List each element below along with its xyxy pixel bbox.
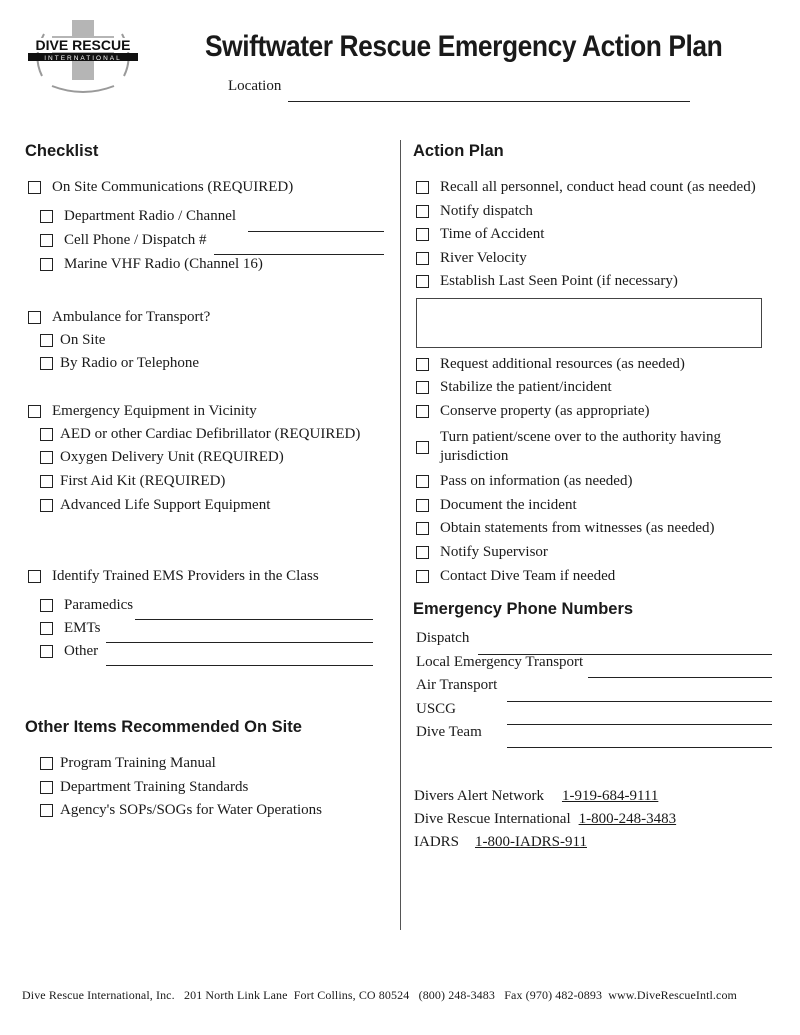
checklist-item[interactable]: Department Radio / Channel bbox=[40, 207, 236, 225]
checkbox[interactable] bbox=[28, 181, 41, 194]
checklist-heading: Checklist bbox=[25, 142, 99, 160]
action-item[interactable]: Turn patient/scene over to the authority having jurisdiction bbox=[416, 428, 721, 466]
checkbox[interactable] bbox=[40, 475, 53, 488]
checkbox[interactable] bbox=[28, 405, 41, 418]
checkbox[interactable] bbox=[40, 428, 53, 441]
checkbox[interactable] bbox=[40, 804, 53, 817]
action-item[interactable]: Notify dispatch bbox=[416, 202, 533, 220]
checkbox[interactable] bbox=[416, 475, 429, 488]
action-item[interactable]: Document the incident bbox=[416, 496, 577, 514]
action-item[interactable]: Contact Dive Team if needed bbox=[416, 567, 615, 585]
checklist-item[interactable]: By Radio or Telephone bbox=[40, 354, 199, 372]
local-transport-field[interactable] bbox=[588, 677, 772, 678]
checkbox[interactable] bbox=[40, 599, 53, 612]
checklist-item[interactable]: Emergency Equipment in Vicinity bbox=[28, 402, 257, 420]
checkbox[interactable] bbox=[416, 522, 429, 535]
emts-field[interactable] bbox=[106, 642, 373, 643]
checkbox[interactable] bbox=[416, 275, 429, 288]
action-item[interactable]: Recall all personnel, conduct head count (as needed) bbox=[416, 178, 756, 196]
checkbox[interactable] bbox=[40, 451, 53, 464]
iadrs-contact: IADRS 1-800-IADRS-911 bbox=[414, 834, 587, 850]
checklist-item[interactable]: Other bbox=[40, 642, 98, 660]
dan-phone-link[interactable]: 1-919-684-9111 bbox=[561, 788, 659, 804]
footer-contact-info: Dive Rescue International, Inc. 201 North Link Lane Fort Collins, CO 80524 (800) 248-3483 Fax (970) 482-0893 www.DiveRescueIntl.com bbox=[22, 988, 737, 1002]
checklist-item[interactable]: Identify Trained EMS Providers in the Class bbox=[28, 567, 319, 585]
logo-sub-text: INTERNATIONAL bbox=[44, 55, 122, 62]
checkbox[interactable] bbox=[40, 234, 53, 247]
air-transport-label: Air Transport bbox=[416, 677, 498, 693]
dept-radio-field[interactable] bbox=[248, 231, 384, 232]
checkbox[interactable] bbox=[416, 228, 429, 241]
location-label: Location bbox=[228, 78, 282, 94]
phone-numbers-heading: Emergency Phone Numbers bbox=[413, 600, 634, 618]
checklist-item[interactable]: On Site bbox=[40, 331, 105, 349]
action-item[interactable]: Notify Supervisor bbox=[416, 543, 548, 561]
checkbox[interactable] bbox=[40, 258, 53, 271]
column-divider bbox=[400, 140, 401, 930]
other-items-heading: Other Items Recommended On Site bbox=[25, 718, 302, 736]
checklist-item[interactable]: AED or other Cardiac Defibrillator (REQUIRED) bbox=[40, 425, 360, 443]
checklist-item[interactable]: EMTs bbox=[40, 619, 100, 637]
checkbox[interactable] bbox=[416, 499, 429, 512]
last-seen-point-box[interactable] bbox=[416, 298, 762, 348]
checklist-item[interactable]: Paramedics bbox=[40, 596, 133, 614]
checkbox[interactable] bbox=[40, 781, 53, 794]
dispatch-label: Dispatch bbox=[416, 630, 470, 646]
dive-team-label: Dive Team bbox=[416, 724, 482, 740]
checkbox[interactable] bbox=[416, 381, 429, 394]
checkbox[interactable] bbox=[416, 405, 429, 418]
action-item[interactable]: Pass on information (as needed) bbox=[416, 472, 632, 490]
dive-team-field[interactable] bbox=[507, 747, 772, 748]
checklist-item[interactable]: On Site Communications (REQUIRED) bbox=[28, 178, 293, 196]
action-item[interactable]: Establish Last Seen Point (if necessary) bbox=[416, 272, 678, 290]
checklist-item[interactable]: Advanced Life Support Equipment bbox=[40, 496, 270, 514]
paramedics-field[interactable] bbox=[135, 619, 373, 620]
checklist-item[interactable]: First Aid Kit (REQUIRED) bbox=[40, 472, 225, 490]
other-item[interactable]: Department Training Standards bbox=[40, 778, 248, 796]
dan-contact: Divers Alert Network 1-919-684-9111 bbox=[414, 788, 659, 804]
action-plan-heading: Action Plan bbox=[413, 142, 504, 160]
checkbox[interactable] bbox=[40, 357, 53, 370]
action-item[interactable]: Obtain statements from witnesses (as needed) bbox=[416, 519, 715, 537]
uscg-field[interactable] bbox=[507, 724, 772, 725]
checkbox[interactable] bbox=[28, 311, 41, 324]
company-logo bbox=[22, 16, 144, 96]
iadrs-phone-link[interactable]: 1-800-IADRS-911 bbox=[475, 834, 587, 850]
dri-contact: Dive Rescue International 1-800-248-3483 bbox=[414, 811, 677, 827]
location-field[interactable] bbox=[288, 101, 690, 102]
uscg-label: USCG bbox=[416, 701, 457, 717]
action-item[interactable]: Stabilize the patient/incident bbox=[416, 378, 612, 396]
checkbox[interactable] bbox=[40, 645, 53, 658]
checkbox[interactable] bbox=[416, 441, 429, 454]
checklist-item[interactable]: Oxygen Delivery Unit (REQUIRED) bbox=[40, 448, 284, 466]
checkbox[interactable] bbox=[40, 622, 53, 635]
action-item[interactable]: Conserve property (as appropriate) bbox=[416, 402, 650, 420]
checkbox[interactable] bbox=[40, 499, 53, 512]
other-item[interactable]: Program Training Manual bbox=[40, 754, 216, 772]
other-item[interactable]: Agency's SOPs/SOGs for Water Operations bbox=[40, 801, 322, 819]
local-transport-label: Local Emergency Transport bbox=[416, 654, 584, 670]
air-transport-field[interactable] bbox=[507, 701, 772, 702]
checklist-item[interactable]: Marine VHF Radio (Channel 16) bbox=[40, 255, 263, 273]
checklist-item[interactable]: Cell Phone / Dispatch # bbox=[40, 231, 207, 249]
action-item[interactable]: Request additional resources (as needed) bbox=[416, 355, 685, 373]
action-item[interactable]: Time of Accident bbox=[416, 225, 544, 243]
checkbox[interactable] bbox=[416, 252, 429, 265]
page-title: Swiftwater Rescue Emergency Action Plan bbox=[205, 30, 723, 63]
checkbox[interactable] bbox=[28, 570, 41, 583]
checkbox[interactable] bbox=[40, 210, 53, 223]
checkbox[interactable] bbox=[40, 757, 53, 770]
other-field[interactable] bbox=[106, 665, 373, 666]
checkbox[interactable] bbox=[416, 570, 429, 583]
checkbox[interactable] bbox=[40, 334, 53, 347]
checkbox[interactable] bbox=[416, 205, 429, 218]
checklist-item[interactable]: Ambulance for Transport? bbox=[28, 308, 210, 326]
checkbox[interactable] bbox=[416, 546, 429, 559]
logo-main-text: DIVE RESCUE bbox=[35, 37, 131, 53]
checkbox[interactable] bbox=[416, 358, 429, 371]
action-item[interactable]: River Velocity bbox=[416, 249, 527, 267]
checkbox[interactable] bbox=[416, 181, 429, 194]
dri-phone-link[interactable]: 1-800-248-3483 bbox=[578, 811, 677, 827]
